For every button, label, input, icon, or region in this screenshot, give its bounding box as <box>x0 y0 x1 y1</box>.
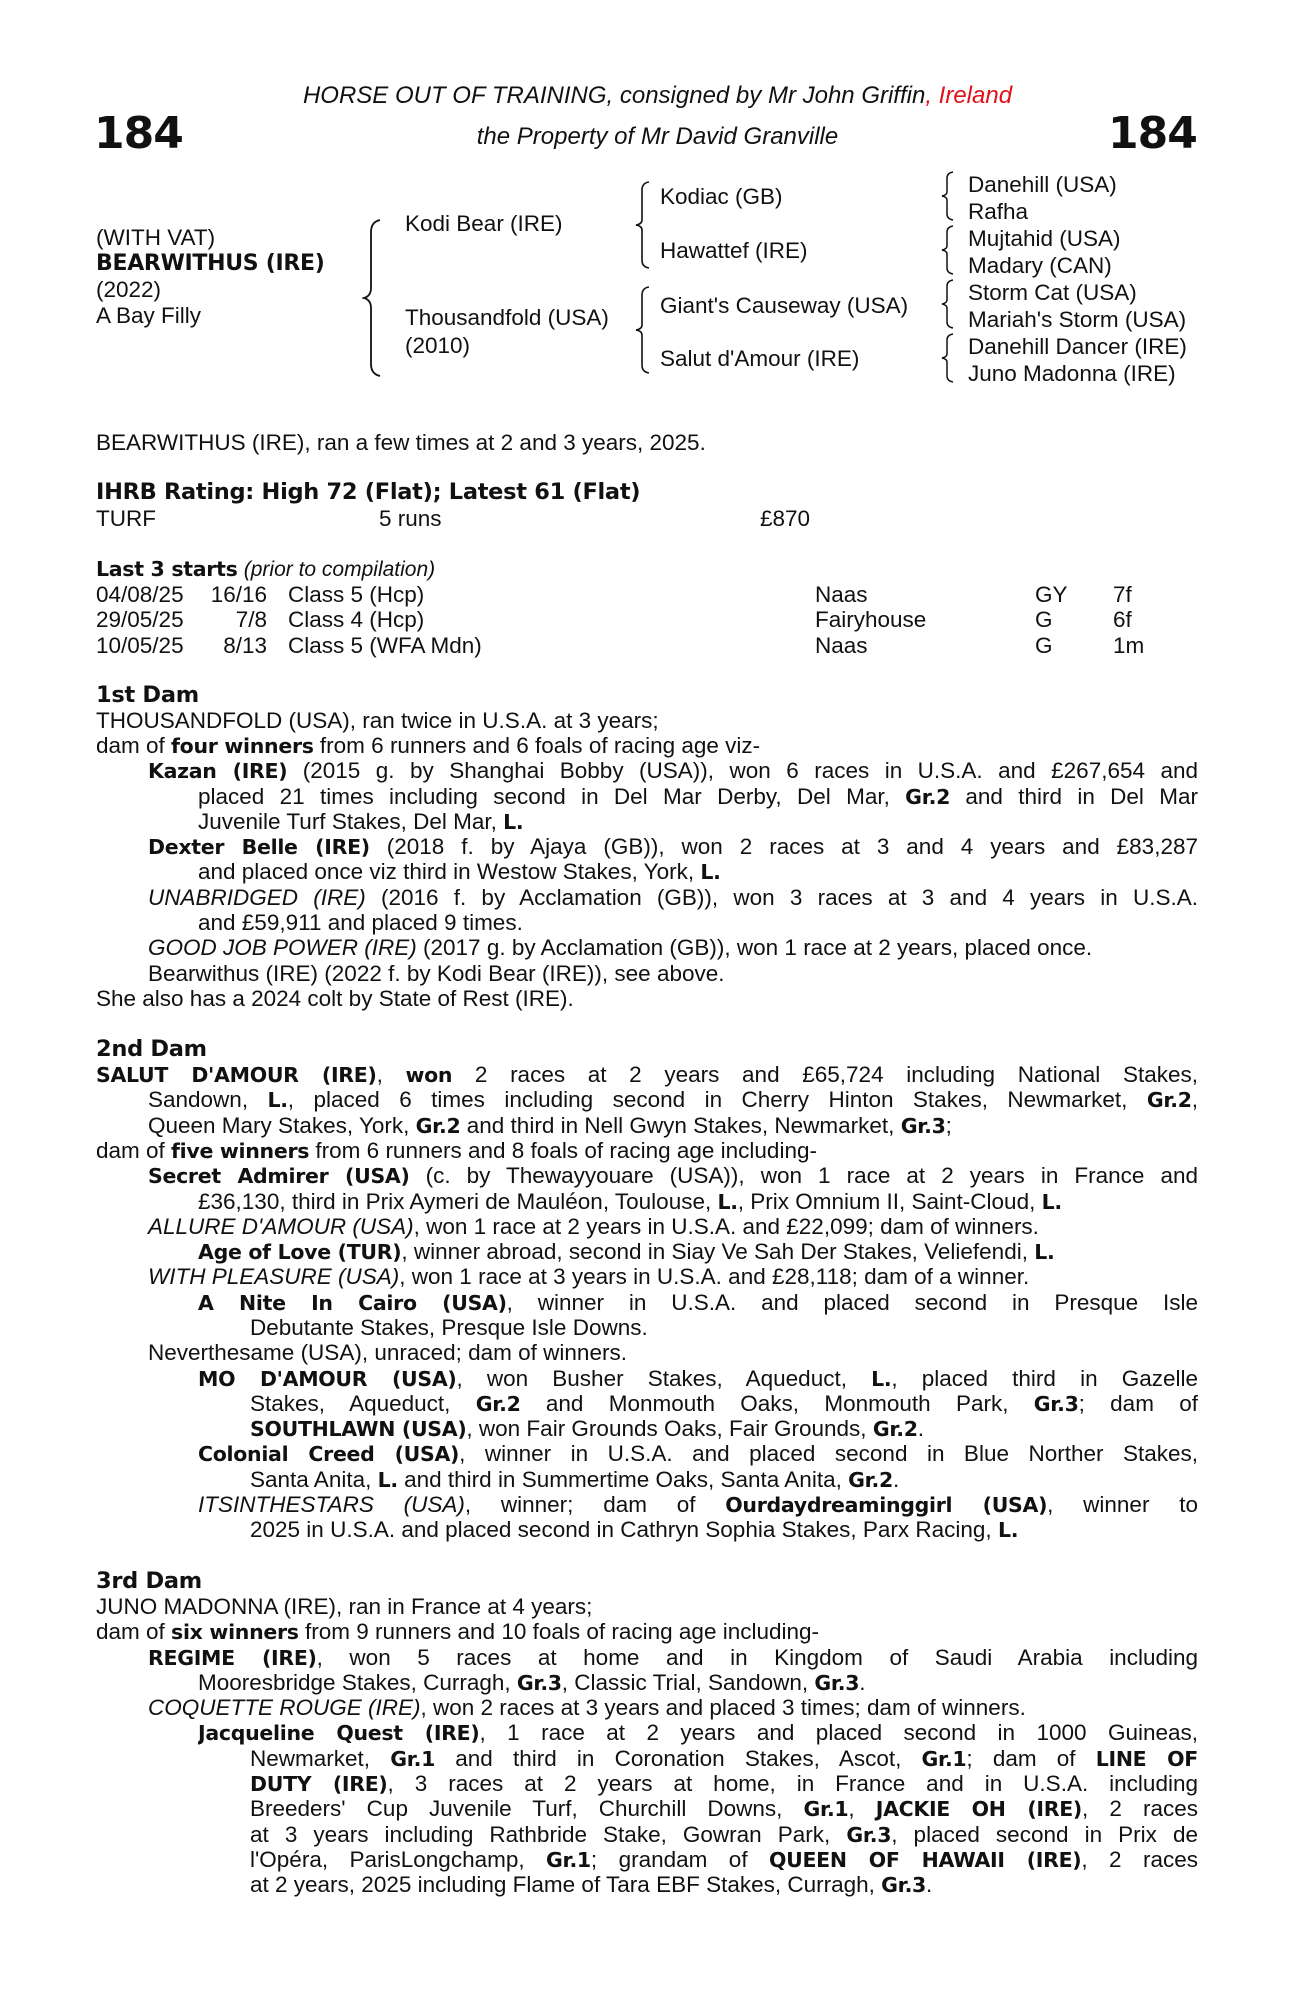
sire-dam: Hawattef (IRE) <box>660 238 808 263</box>
text: ; <box>945 1113 952 1138</box>
progeny-name: WITH PLEASURE (USA) <box>148 1264 400 1289</box>
text: , winner to <box>1047 1492 1198 1517</box>
progeny-entry <box>148 1163 1198 1188</box>
text: , <box>376 1062 406 1087</box>
grandprogeny-detail: Debutante Stakes, Presque Isle Downs. <box>250 1315 648 1340</box>
text: £36,130, third in Prix Aymeri de Mauléon, Toulouse, <box>198 1189 718 1214</box>
sire-sire: Kodiac (GB) <box>660 184 783 209</box>
progeny-name: Ourdaydreaminggirl (USA) <box>725 1493 1048 1517</box>
grandprogeny-entry <box>198 1239 1054 1264</box>
text: Stakes, Aqueduct, <box>250 1391 476 1416</box>
text: 2025 in U.S.A. and placed second in Cathryn Sophia Stakes, Parx Racing, <box>250 1517 998 1542</box>
text: dam of <box>96 1619 172 1644</box>
consignor-location: , Ireland <box>925 82 1013 109</box>
grade: L. <box>997 1518 1019 1542</box>
progeny-entry <box>148 834 1198 859</box>
start-race: Class 5 (WFA Mdn) <box>288 633 482 658</box>
second-dam-detail <box>148 1113 952 1138</box>
progeny-entry <box>148 1695 1026 1720</box>
grade: Gr.2 <box>905 785 951 809</box>
text: , placed 6 times including second in Cherry Hinton Stakes, Newmarket, <box>287 1087 1147 1112</box>
progeny-name: Secret Admirer (USA) <box>148 1164 410 1188</box>
progeny-name: COQUETTE ROUGE (IRE) <box>148 1695 421 1720</box>
text: at 2 years, 2025 including Flame of Tara EBF Stakes, Curragh, <box>250 1872 882 1897</box>
dam-dam: Salut d'Amour (IRE) <box>660 346 860 371</box>
third-dam-title: 3rd Dam <box>96 1568 202 1594</box>
progeny-entry: Neverthesame (USA), unraced; dam of winners. <box>148 1340 627 1365</box>
text: , Prix Omnium II, Saint-Cloud, <box>737 1189 1042 1214</box>
progeny-name: DUTY (IRE) <box>250 1772 388 1796</box>
g3-brace-2 <box>940 224 956 276</box>
consignor-line <box>0 82 1315 110</box>
text: , won 1 race at 2 years in U.S.A. and £22,099; dam of winners. <box>413 1214 1039 1239</box>
pedigree-brace <box>362 218 384 378</box>
third-dam-line: JUNO MADONNA (IRE), ran in France at 4 years; <box>96 1594 593 1619</box>
grandprogeny-detail <box>250 1822 1198 1847</box>
dam: Thousandfold (USA) <box>405 305 609 330</box>
g3-ancestor: Danehill Dancer (IRE) <box>968 334 1187 359</box>
horse-info <box>96 225 324 329</box>
grade: Gr.2 <box>415 1114 461 1138</box>
progeny-name: Dexter Belle (IRE) <box>148 835 370 859</box>
start-row <box>0 582 1315 607</box>
text: , winner; dam of <box>464 1492 726 1517</box>
text: (2018 f. by Ajaya (GB)), won 2 races at 3 and 4 years and £83,287 <box>369 834 1198 859</box>
rating-runs: 5 runs <box>379 506 442 531</box>
text: and placed once viz third in Westow Stakes, York, <box>198 859 701 884</box>
grandprogeny-detail <box>250 1746 1198 1771</box>
text: (2017 g. by Acclamation (GB)), won 1 race at 2 years, placed once. <box>416 935 1093 960</box>
grade: Gr.1 <box>921 1747 967 1771</box>
progeny-name: ALLURE D'AMOUR (USA) <box>148 1214 414 1239</box>
text: , winner in U.S.A. and placed second in Presque Isle <box>506 1290 1198 1315</box>
text: ; dam of <box>1078 1391 1198 1416</box>
text: ; grandam of <box>590 1847 769 1872</box>
start-distance: 1m <box>1113 633 1145 658</box>
property-line: the Property of Mr David Granville <box>476 123 839 150</box>
dam-name: SALUT D'AMOUR (IRE) <box>96 1063 377 1087</box>
progeny-entry <box>148 935 1092 960</box>
text: Newmarket, <box>250 1746 391 1771</box>
g3-brace-1 <box>940 170 956 222</box>
text: , won Busher Stakes, Aqueduct, <box>456 1366 872 1391</box>
g3-ancestor: Mujtahid (USA) <box>968 226 1121 251</box>
winners-count: four winners <box>171 734 314 758</box>
text: , 2 races <box>1081 1847 1198 1872</box>
winners-count: five winners <box>171 1139 310 1163</box>
first-dam-title: 1st Dam <box>96 682 199 708</box>
third-dam-produce-line <box>96 1619 819 1644</box>
first-dam-produce-line <box>96 733 760 758</box>
text: 2 races at 2 years and £65,724 including National Stakes, <box>452 1062 1198 1087</box>
text: , 2 races <box>1082 1796 1198 1821</box>
lot-number-right: 184 <box>1108 108 1197 159</box>
grade: Gr.3 <box>516 1671 562 1695</box>
start-position: 16/16 <box>210 582 267 607</box>
grandprogeny-detail <box>250 1416 924 1441</box>
text: . <box>892 1467 900 1492</box>
horse-year: (2022) <box>96 277 162 302</box>
start-going: G <box>1035 607 1053 632</box>
text: from 6 runners and 6 foals of racing age viz- <box>313 733 761 758</box>
text-bold: won <box>405 1063 453 1087</box>
g3-ancestor: Mariah's Storm (USA) <box>968 307 1187 332</box>
progeny-name: REGIME (IRE) <box>148 1646 317 1670</box>
progeny-entry <box>148 1264 1029 1289</box>
grade: Gr.1 <box>546 1848 591 1872</box>
rating-earnings: £870 <box>760 506 811 531</box>
winners-count: six winners <box>171 1620 299 1644</box>
progeny-name: MO D'AMOUR (USA) <box>198 1367 457 1391</box>
g3-ancestor: Juno Madonna (IRE) <box>968 361 1176 386</box>
grade: L. <box>1034 1240 1055 1264</box>
dam-brace <box>634 285 652 375</box>
text: , won 2 races at 3 years and placed 3 times; dam of winners. <box>420 1695 1026 1720</box>
text: , winner in U.S.A. and placed second in Blue Norther Stakes, <box>459 1441 1198 1466</box>
grade: Gr.2 <box>475 1392 521 1416</box>
start-going: G <box>1035 633 1053 658</box>
progeny-name: Colonial Creed (USA) <box>198 1442 460 1466</box>
grandprogeny-entry <box>198 1366 1198 1391</box>
grandprogeny-entry <box>198 1720 1198 1745</box>
grandprogeny-detail <box>250 1517 1018 1542</box>
grade: Gr.3 <box>1033 1392 1079 1416</box>
text: and third in Summertime Oaks, Santa Anita, <box>397 1467 849 1492</box>
text: and third in Nell Gwyn Stakes, Newmarket, <box>460 1113 901 1138</box>
grandprogeny-detail <box>250 1847 1198 1872</box>
text: and third in Coronation Stakes, Ascot, <box>435 1746 922 1771</box>
progeny-name: GOOD JOB POWER (IRE) <box>148 935 417 960</box>
text: , 3 races at 2 years at home, in France and in U.S.A. including <box>387 1771 1198 1796</box>
text: . <box>926 1872 933 1897</box>
start-race: Class 4 (Hcp) <box>288 607 425 632</box>
start-course: Naas <box>815 582 868 607</box>
text: Breeders' Cup Juvenile Turf, Churchill Downs, <box>250 1796 804 1821</box>
start-position: 7/8 <box>235 607 267 632</box>
horse-name: BEARWITHUS (IRE) <box>96 251 325 276</box>
progeny-entry <box>148 1645 1198 1670</box>
text: , winner abroad, second in Siay Ve Sah Der Stakes, Veliefendi, <box>401 1239 1035 1264</box>
progeny-detail <box>198 1189 1062 1214</box>
grade: L. <box>1041 1190 1062 1214</box>
grade: L. <box>503 810 524 834</box>
text: Santa Anita, <box>250 1467 378 1492</box>
text: ; dam of <box>966 1746 1096 1771</box>
progeny-name: UNABRIDGED (IRE) <box>148 885 366 910</box>
grade: Gr.1 <box>803 1797 849 1821</box>
grandprogeny-detail <box>250 1771 1198 1796</box>
last-starts-note: (prior to compilation) <box>243 558 436 581</box>
race-summary: BEARWITHUS (IRE), ran a few times at 2 and 3 years, 2025. <box>96 430 706 455</box>
text: , 1 race at 2 years and placed second in 1000 Guineas, <box>479 1720 1198 1745</box>
grade: Gr.2 <box>848 1468 893 1492</box>
start-date: 04/08/25 <box>96 582 184 607</box>
first-dam-line: THOUSANDFOLD (USA), ran twice in U.S.A. at 3 years; <box>96 708 659 733</box>
start-row <box>0 633 1315 658</box>
text: , <box>1191 1087 1198 1112</box>
progeny-name: A Nite In Cairo (USA) <box>198 1291 507 1315</box>
last-starts-title: Last 3 starts <box>96 557 238 581</box>
progeny-entry <box>148 1214 1039 1239</box>
consignor-text: HORSE OUT OF TRAINING, consigned by Mr John Griffin <box>302 82 926 109</box>
text: , won 1 race at 3 years in U.S.A. and £28,118; dam of a winner. <box>399 1264 1030 1289</box>
start-course: Fairyhouse <box>815 607 927 632</box>
g3-brace-3 <box>940 278 956 330</box>
grade: Gr.3 <box>900 1114 946 1138</box>
grade: Gr.2 <box>1146 1088 1192 1112</box>
text: and Monmouth Oaks, Monmouth Park, <box>520 1391 1034 1416</box>
progeny-detail: and £59,911 and placed 9 times. <box>198 910 523 935</box>
text: and third in Del Mar <box>950 784 1198 809</box>
grandprogeny-detail <box>250 1796 1198 1821</box>
grandprogeny-detail <box>250 1467 899 1492</box>
progeny-name: ITSINTHESTARS (USA) <box>198 1492 465 1517</box>
grade: Gr.3 <box>846 1823 892 1847</box>
g3-ancestors <box>968 171 1187 387</box>
progeny-detail <box>198 809 523 834</box>
text: . <box>917 1416 924 1441</box>
grade: Gr.1 <box>390 1747 436 1771</box>
text: dam of <box>96 733 172 758</box>
grade: Gr.3 <box>814 1671 860 1695</box>
second-dam-detail <box>148 1087 1198 1112</box>
start-going: GY <box>1035 582 1068 607</box>
grandprogeny-detail <box>250 1391 1198 1416</box>
progeny-entry <box>148 758 1198 783</box>
progeny-name: Kazan (IRE) <box>148 759 288 783</box>
text: (c. by Thewayyouare (USA)), won 1 race at 2 years in France and <box>409 1163 1198 1188</box>
text: Juvenile Turf Stakes, Del Mar, <box>198 809 504 834</box>
start-date: 10/05/25 <box>96 633 184 658</box>
progeny-detail <box>198 1670 866 1695</box>
last-starts-heading <box>96 556 435 581</box>
progeny-detail <box>198 859 721 884</box>
dam-year: (2010) <box>405 333 471 358</box>
grandprogeny-entry <box>198 1441 1198 1466</box>
sire: Kodi Bear (IRE) <box>405 211 563 236</box>
start-position: 8/13 <box>223 633 267 658</box>
rating-title: IHRB Rating: High 72 (Flat); Latest 61 (Flat) <box>96 479 641 505</box>
second-dam-line <box>96 1062 1198 1087</box>
text: Queen Mary Stakes, York, <box>148 1113 416 1138</box>
grandprogeny-entry <box>198 1492 1198 1517</box>
grandprogeny-detail <box>250 1872 932 1897</box>
start-distance: 7f <box>1113 582 1132 607</box>
dam-sire: Giant's Causeway (USA) <box>660 293 909 318</box>
text: , <box>848 1796 876 1821</box>
progeny-name: SOUTHLAWN (USA) <box>250 1417 467 1441</box>
second-dam-title: 2nd Dam <box>96 1036 207 1062</box>
text: , won 5 races at home and in Kingdom of Saudi Arabia including <box>316 1645 1198 1670</box>
grade: L. <box>377 1468 398 1492</box>
text: , won Fair Grounds Oaks, Fair Grounds, <box>466 1416 873 1441</box>
start-distance: 6f <box>1113 607 1132 632</box>
sire-brace <box>634 180 652 270</box>
text: from 6 runners and 8 foals of racing age including- <box>309 1138 817 1163</box>
text: Mooresbridge Stakes, Curragh, <box>198 1670 517 1695</box>
g3-ancestor: Madary (CAN) <box>968 253 1112 278</box>
progeny-name: Age of Love (TUR) <box>198 1240 402 1264</box>
text: at 3 years including Rathbride Stake, Gowran Park, <box>250 1822 847 1847</box>
text: . <box>859 1670 866 1695</box>
text: , Classic Trial, Sandown, <box>561 1670 815 1695</box>
start-course: Naas <box>815 633 868 658</box>
grade: Gr.3 <box>881 1873 927 1897</box>
start-date: 29/05/25 <box>96 607 184 632</box>
progeny-name: JACKIE OH (IRE) <box>875 1797 1082 1821</box>
grandprogeny-entry <box>198 1290 1198 1315</box>
text: dam of <box>96 1138 172 1163</box>
progeny-name: QUEEN OF HAWAII (IRE) <box>769 1848 1082 1872</box>
grade: L. <box>267 1088 288 1112</box>
second-dam-produce-line <box>96 1138 817 1163</box>
text: from 9 runners and 10 foals of racing age including- <box>298 1619 820 1644</box>
progeny-name: Jacqueline Quest (IRE) <box>198 1721 480 1745</box>
progeny-detail <box>198 784 1198 809</box>
vat-label: (WITH VAT) <box>96 225 216 250</box>
g3-brace-4 <box>940 332 956 384</box>
start-race: Class 5 (Hcp) <box>288 582 425 607</box>
grade: L. <box>700 860 721 884</box>
text: (2016 f. by Acclamation (GB)), won 3 races at 3 and 4 years in U.S.A. <box>365 885 1198 910</box>
grade: L. <box>871 1367 892 1391</box>
start-row <box>0 607 1315 632</box>
text: , placed second in Prix de <box>891 1822 1198 1847</box>
lot-number-left: 184 <box>94 108 183 159</box>
text: Sandown, <box>148 1087 268 1112</box>
grade: L. <box>717 1190 738 1214</box>
text: l'Opéra, ParisLongchamp, <box>250 1847 547 1872</box>
horse-description: A Bay Filly <box>96 303 202 328</box>
rating-surface: TURF <box>96 506 156 531</box>
progeny-name: LINE OF <box>1095 1747 1198 1771</box>
g3-ancestor: Storm Cat (USA) <box>968 280 1137 305</box>
grade: Gr.2 <box>872 1417 918 1441</box>
text: placed 21 times including second in Del Mar Derby, Del Mar, <box>198 784 906 809</box>
progeny-entry: Bearwithus (IRE) (2022 f. by Kodi Bear (IRE)), see above. <box>148 961 725 986</box>
g3-ancestor: Rafha <box>968 199 1029 224</box>
progeny-entry <box>148 885 1198 910</box>
g3-ancestor: Danehill (USA) <box>968 172 1117 197</box>
text: (2015 g. by Shanghai Bobby (USA)), won 6 races in U.S.A. and £267,654 and <box>287 758 1198 783</box>
text: , placed third in Gazelle <box>891 1366 1198 1391</box>
also-has-line: She also has a 2024 colt by State of Rest (IRE). <box>96 986 574 1011</box>
